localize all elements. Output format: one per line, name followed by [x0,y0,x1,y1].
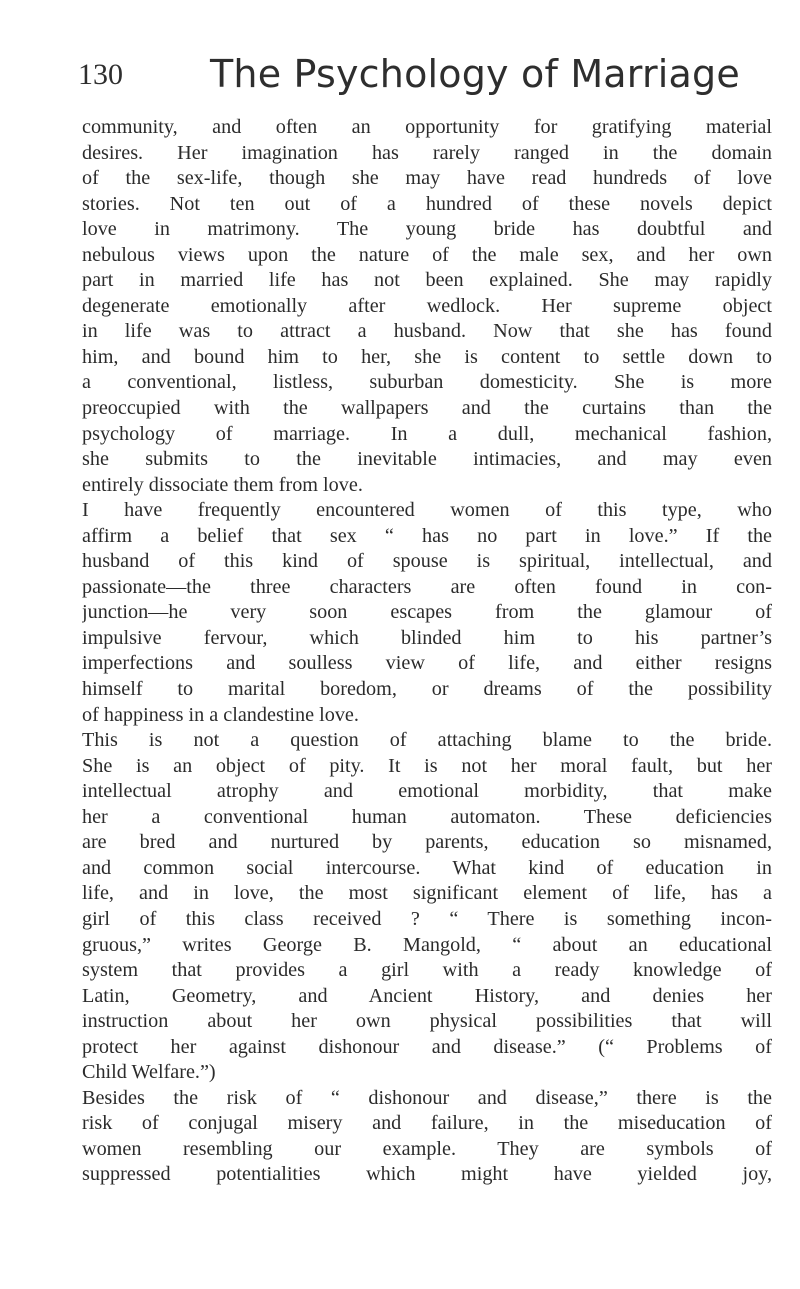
text-line: degenerate emotionally after wedlock. Her supreme object [82,294,772,317]
text-line: entirely dissociate them from love. [82,473,363,496]
text-line: are bred and nurtured by parents, education so misnamed, [82,831,772,854]
text-line: imperfections and soulless view of life, and either resigns [82,652,772,675]
text-line: nebulous views upon the nature of the male sex, and her own [82,243,772,266]
text-line: risk of conjugal misery and failure, in the miseducation of [82,1112,772,1135]
text-line: impulsive fervour, which blinded him to his partner’s [82,626,772,649]
text-line: system that provides a girl with a ready knowledge of [82,959,772,982]
text-line: preoccupied with the wallpapers and the curtains than the [82,397,772,420]
page-number: 130 [78,58,123,91]
text-line: intellectual atrophy and emotional morbidity, that make [82,780,772,803]
body-text [82,115,772,1188]
text-line: her a conventional human automaton. These deficiencies [82,805,772,828]
text-line: I have frequently encountered women of this type, who [82,499,772,522]
text-line: stories. Not ten out of a hundred of these novels depict [82,192,772,215]
text-line: and common social intercourse. What kind of education in [82,856,772,879]
text-line: husband of this kind of spouse is spiritual, intellectual, and [82,550,772,573]
text-line: him, and bound him to her, she is content to settle down to [82,345,772,368]
text-line: women resembling our example. They are symbols of [82,1137,772,1160]
text-line: girl of this class received ? “ There is something incon- [82,907,772,930]
text-line: life, and in love, the most significant element of life, has a [82,882,772,905]
text-line: a conventional, listless, suburban domesticity. She is more [82,371,772,394]
text-line: protect her against dishonour and disease.” (“ Problems of [82,1035,772,1058]
text-line: community, and often an opportunity for gratifying material [82,116,772,138]
text-line: in life was to attract a husband. Now that she has found [82,320,772,343]
text-line: Child Welfare.”) [82,1061,216,1084]
text-line: psychology of marriage. In a dull, mechanical fashion, [82,422,772,445]
text-line: instruction about her own physical possibilities that will [82,1010,772,1033]
text-line: of happiness in a clandestine love. [82,703,359,726]
text-line: himself to marital boredom, or dreams of the possibility [82,678,772,701]
text-line: gruous,” writes George B. Mangold, “ about an educational [82,933,772,956]
text-line: junction—he very soon escapes from the glamour of [82,601,772,624]
text-line: of the sex-life, though she may have read hundreds of love [82,167,772,190]
text-line: suppressed potentialities which might have yielded joy, [82,1163,772,1186]
text-line: desires. Her imagination has rarely ranged in the domain [82,141,772,164]
text-line: she submits to the inevitable intimacies, and may even [82,448,772,471]
text-line: She is an object of pity. It is not her moral fault, but her [82,754,772,777]
text-line: part in married life has not been explained. She may rapidly [82,269,772,292]
running-head [78,52,738,102]
text-line: This is not a question of attaching blame to the bride. [82,729,772,752]
text-line: love in matrimony. The young bride has doubtful and [82,218,772,241]
running-head-title: The Psychology of Marriage [210,52,740,96]
text-line: passionate—the three characters are often found in con- [82,575,772,598]
text-line: affirm a belief that sex “ has no part in love.” If the [82,524,772,547]
text-line: Besides the risk of “ dishonour and disease,” there is the [82,1086,772,1109]
text-line: Latin, Geometry, and Ancient History, and denies her [82,984,772,1007]
